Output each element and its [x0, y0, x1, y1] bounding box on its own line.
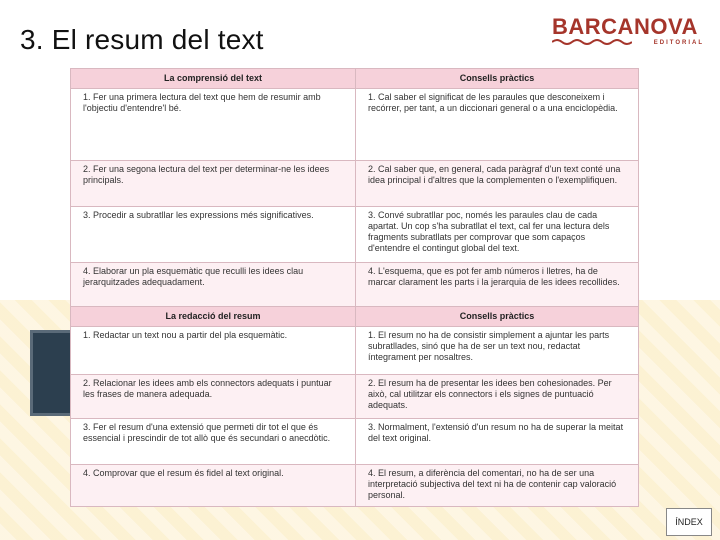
table2-cell: 3. Normalment, l'extensió d'un resum no ha de superar la meitat del text original. — [356, 419, 639, 465]
table1-header-left: La comprensió del text — [71, 69, 356, 89]
writing-table — [70, 306, 639, 507]
table1-cell: 3. Procedir a subratllar les expressions més significatives. — [71, 207, 356, 263]
table2-cell: 4. Comprovar que el resum és fidel al text original. — [71, 465, 356, 507]
table2-cell: 1. Redactar un text nou a partir del pla esquemàtic. — [71, 327, 356, 375]
table1-cell: 1. Cal saber el significat de les paraules que desconeixem i recórrer, per tant, a un diccionari general o a una enciclopèdia. — [356, 89, 639, 161]
table1-cell: 1. Fer una primera lectura del text que hem de resumir amb l'objectiu d'entendre'l bé. — [71, 89, 356, 161]
index-button[interactable]: ÍNDEX — [666, 508, 712, 536]
table1-header-right: Consells pràctics — [356, 69, 639, 89]
table2-header-left: La redacció del resum — [71, 307, 356, 327]
table2-cell: 1. El resum no ha de consistir simplement a ajuntar les parts subratllades, sinó que ha de ser un text nou, redactat íntegrament per nosaltres. — [356, 327, 639, 375]
table1-cell: 2. Cal saber que, en general, cada paràgraf d'un text conté una idea principal i d'altres que la complementen o l'exemplifiquen. — [356, 161, 639, 207]
logo-wave-icon — [552, 38, 632, 46]
slide-title: 3. El resum del text — [20, 24, 264, 55]
table1-cell: 2. Fer una segona lectura del text per determinar-ne les idees principals. — [71, 161, 356, 207]
table1-cell: 4. L'esquema, que es pot fer amb números i lletres, ha de marcar clarament les parts i la jerarquia de les idees recollides. — [356, 263, 639, 309]
table2-cell: 4. El resum, a diferència del comentari, no ha de ser una interpretació subjectiva del text ni ha de contenir cap valoració personal. — [356, 465, 639, 507]
table2-cell: 2. Relacionar les idees amb els connectors adequats i puntuar les frases de manera adequada. — [71, 375, 356, 419]
comprehension-table — [70, 68, 639, 309]
table2-cell: 3. Fer el resum d'una extensió que permeti dir tot el que és essencial i prescindir de tot allò que és secundari o anecdòtic. — [71, 419, 356, 465]
logo-sub: EDITORIAL — [653, 40, 704, 46]
table2-cell: 2. El resum ha de presentar les idees ben cohesionades. Per això, cal utilitzar els connectors i els signes de puntuació adequats. — [356, 375, 639, 419]
table1-cell: 4. Elaborar un pla esquemàtic que reculli les idees clau jerarquitzades adequadament. — [71, 263, 356, 309]
logo-name: BARCANOVA — [552, 14, 698, 39]
table1-cell: 3. Convé subratllar poc, només les paraules clau de cada apartat. Un cop s'ha subratllat el text, cal fer una lectura dels fragments subratllats per comprovar que som capaços d'entendre el contingut global del text. — [356, 207, 639, 263]
barcanova-logo — [552, 14, 704, 48]
table2-header-right: Consells pràctics — [356, 307, 639, 327]
